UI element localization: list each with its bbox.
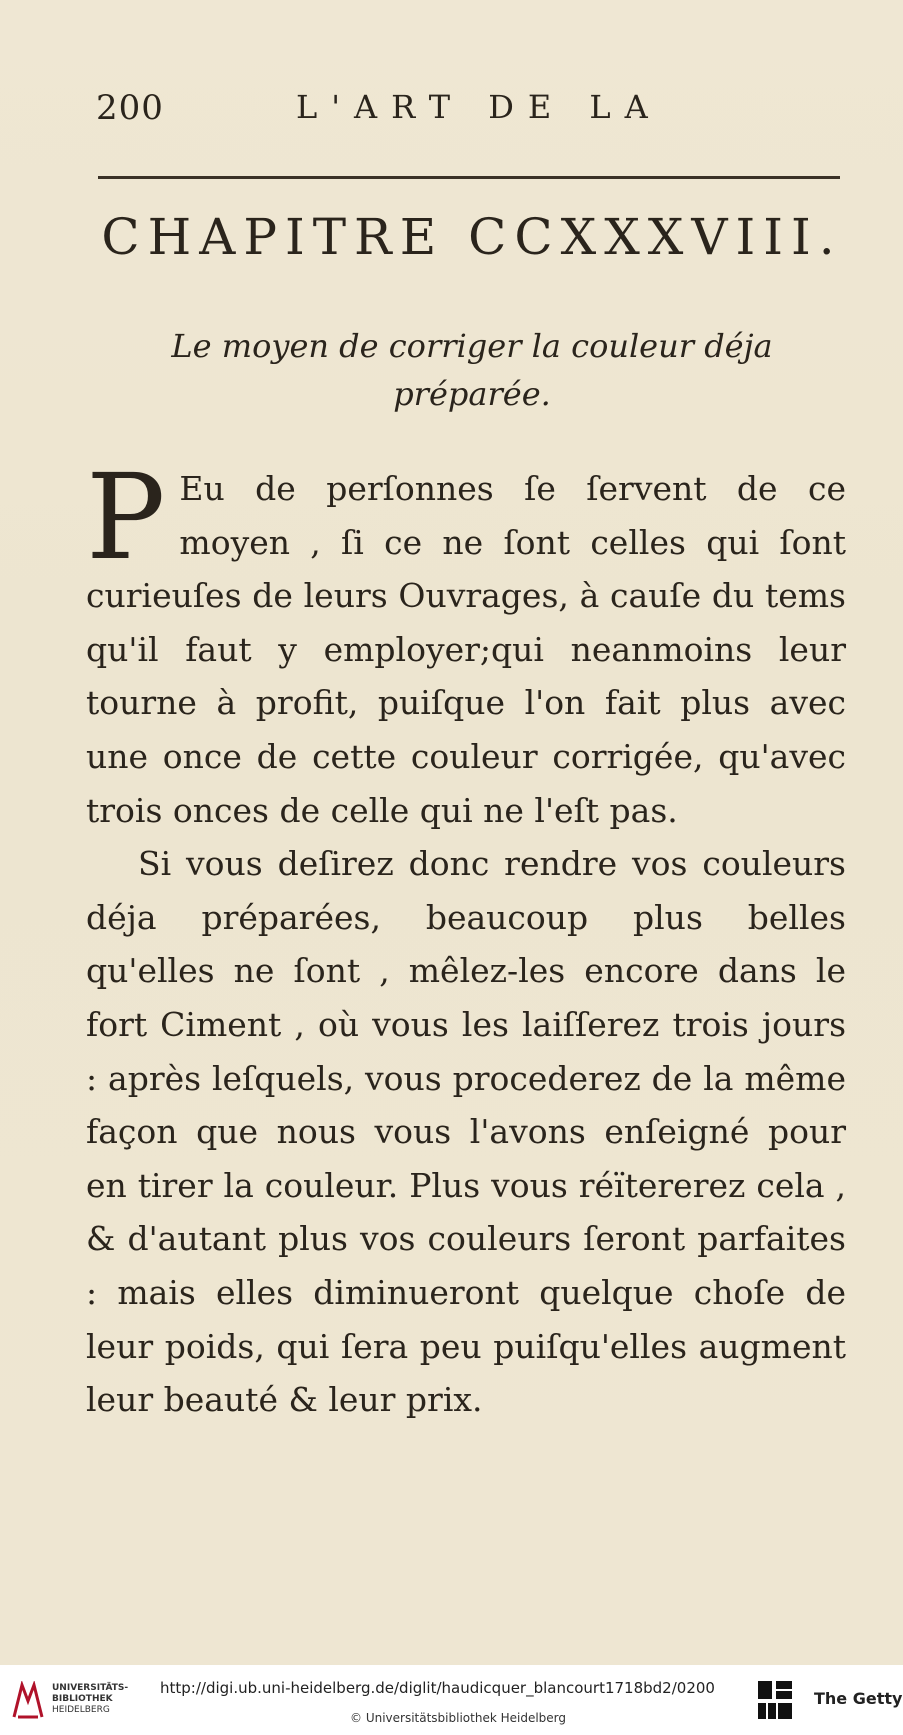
- permalink-url[interactable]: http://digi.ub.uni-heidelberg.de/diglit/haudicquer_blancourt1718bd2/0200: [160, 1679, 715, 1697]
- getty-logo-icon: [756, 1679, 796, 1721]
- running-head: [96, 88, 816, 128]
- paragraph-1-text: Eu de perſonnes ſe ſervent de ce moyen , ſi ce ne ſont celles qui ſont curieuſes de leurs Ouvrages, à cauſe du tems qu'il faut y employer;qui neanmoins leur tourne à profit, puiſque l'on fait plus avec une once de cette couleur corrigée, qu'avec trois onces de celle qui ne l'eſt pas.: [86, 469, 846, 830]
- library-name-line3: HEIDELBERG: [52, 1705, 110, 1715]
- body-text: [86, 448, 846, 1427]
- library-logo-icon: [10, 1681, 46, 1721]
- library-name-line1: UNIVERSITÄTS-: [52, 1683, 129, 1693]
- page-number: 200: [96, 88, 164, 128]
- footer-bar: [0, 1665, 903, 1735]
- paragraph-2: Si vous deſirez donc rendre vos couleurs déja préparées, beaucoup plus belles qu'elles ne ſont , mêlez-les encore dans le fort Ciment , où vous les laiſſerez trois jours : après leſquels, vous procederez de la même façon que nous vous l'avons enſeigné pour en tirer la couleur. Plus vous réïtererez cela , & d'autant plus vos couleurs ſeront parfaites : mais elles diminueront quelque choſe de leur poids, qui ſera peu puiſqu'elles augment leur beauté & leur prix.: [86, 844, 846, 1420]
- running-title: L'ART DE LA: [296, 88, 662, 126]
- chapter-subtitle: Le moyen de corriger la couleur déja préparée.: [171, 327, 773, 413]
- paragraph-1: [86, 448, 846, 837]
- chapter-heading: CHAPITRE CCXXXVIII.: [101, 208, 843, 266]
- library-name-line2: BIBLIOTHEK: [52, 1694, 113, 1704]
- drop-cap: P: [86, 448, 166, 586]
- copyright-notice: © Universitätsbibliothek Heidelberg: [350, 1711, 567, 1725]
- header-rule: [98, 176, 840, 179]
- getty-name: The Getty: [814, 1689, 903, 1708]
- library-name: [52, 1683, 142, 1716]
